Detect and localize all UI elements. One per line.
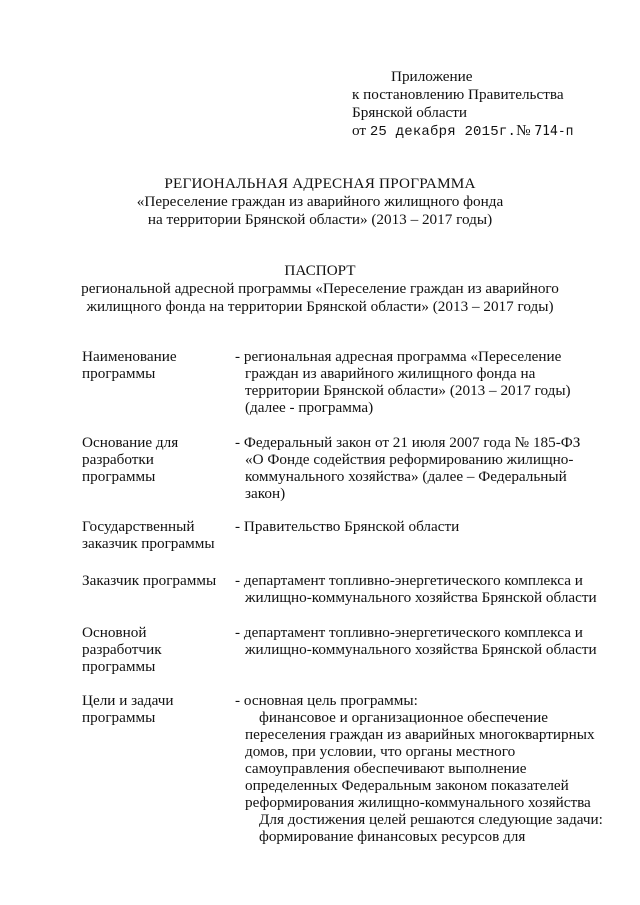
date-value: 25 декабря 2015г. <box>369 124 517 140</box>
row-label: программы <box>82 709 156 726</box>
appendix-title: Приложение <box>391 68 473 85</box>
row-value: самоуправления обеспечивают выполнение <box>245 760 527 777</box>
row-value: «О Фонде содействия реформированию жилищно- <box>245 451 574 468</box>
row-label: разработки <box>82 451 154 468</box>
row-value: домов, при условии, что органы местного <box>245 743 516 760</box>
appendix-region: Брянской области <box>352 104 468 121</box>
program-title: РЕГИОНАЛЬНАЯ АДРЕСНАЯ ПРОГРАММА <box>164 175 476 192</box>
row-label: Наименование <box>82 348 177 365</box>
passport-heading: ПАСПОРТ <box>284 262 356 279</box>
passport-subtitle-line2: жилищного фонда на территории Брянской области» (2013 – 2017 годы) <box>86 298 554 315</box>
row-label: Основание для <box>82 434 179 451</box>
row-label: Основной <box>82 624 147 641</box>
program-title-line2: «Переселение граждан из аварийного жилищного фонда <box>136 193 504 210</box>
row-value: переселения граждан из аварийных многоквартирных <box>245 726 595 743</box>
row-value: финансовое и организационное обеспечение <box>259 709 549 726</box>
row-value: - департамент топливно-энергетического комплекса и <box>235 572 583 589</box>
row-value: - основная цель программы: <box>235 692 418 709</box>
row-label: программы <box>82 658 156 675</box>
row-value: формирование финансовых ресурсов для <box>259 828 526 845</box>
program-title-line3: на территории Брянской области» (2013 – 2017 годы) <box>147 211 493 228</box>
row-value: реформирования жилищно-коммунального хозяйства <box>245 794 591 811</box>
number-value: 714-п <box>534 124 574 139</box>
appendix-resolution: к постановлению Правительства <box>352 86 564 103</box>
row-label: Цели и задачи <box>82 692 174 709</box>
row-value: жилищно-коммунального хозяйства Брянской области <box>245 589 597 606</box>
row-value: (далее - программа) <box>245 399 374 416</box>
row-value: коммунального хозяйства» (далее – Федеральный <box>245 468 567 485</box>
appendix-date-line <box>352 122 574 141</box>
row-value: закон) <box>245 485 286 502</box>
row-value: Для достижения целей решаются следующие задачи: <box>259 811 603 828</box>
row-label: Государственный <box>82 518 195 535</box>
row-value: - региональная адресная программа «Переселение <box>235 348 562 365</box>
row-label: Заказчик программы <box>82 572 217 589</box>
row-value: жилищно-коммунального хозяйства Брянской области <box>245 641 597 658</box>
row-label: заказчик программы <box>82 535 215 552</box>
row-value: - департамент топливно-энергетического комплекса и <box>235 624 583 641</box>
row-label: программы <box>82 365 156 382</box>
row-value: определенных Федеральным законом показателей <box>245 777 569 794</box>
row-value: - Федеральный закон от 21 июля 2007 года № 185-ФЗ <box>235 434 581 451</box>
row-label: разработчик <box>82 641 162 658</box>
row-value: - Правительство Брянской области <box>235 518 460 535</box>
number-prefix: № <box>516 122 531 139</box>
row-value: граждан из аварийного жилищного фонда на <box>245 365 536 382</box>
row-value: территории Брянской области» (2013 – 2017 годы) <box>245 382 571 399</box>
row-label: программы <box>82 468 156 485</box>
date-prefix: от <box>352 122 367 139</box>
passport-subtitle-line1: региональной адресной программы «Переселение граждан из аварийного <box>81 280 559 297</box>
